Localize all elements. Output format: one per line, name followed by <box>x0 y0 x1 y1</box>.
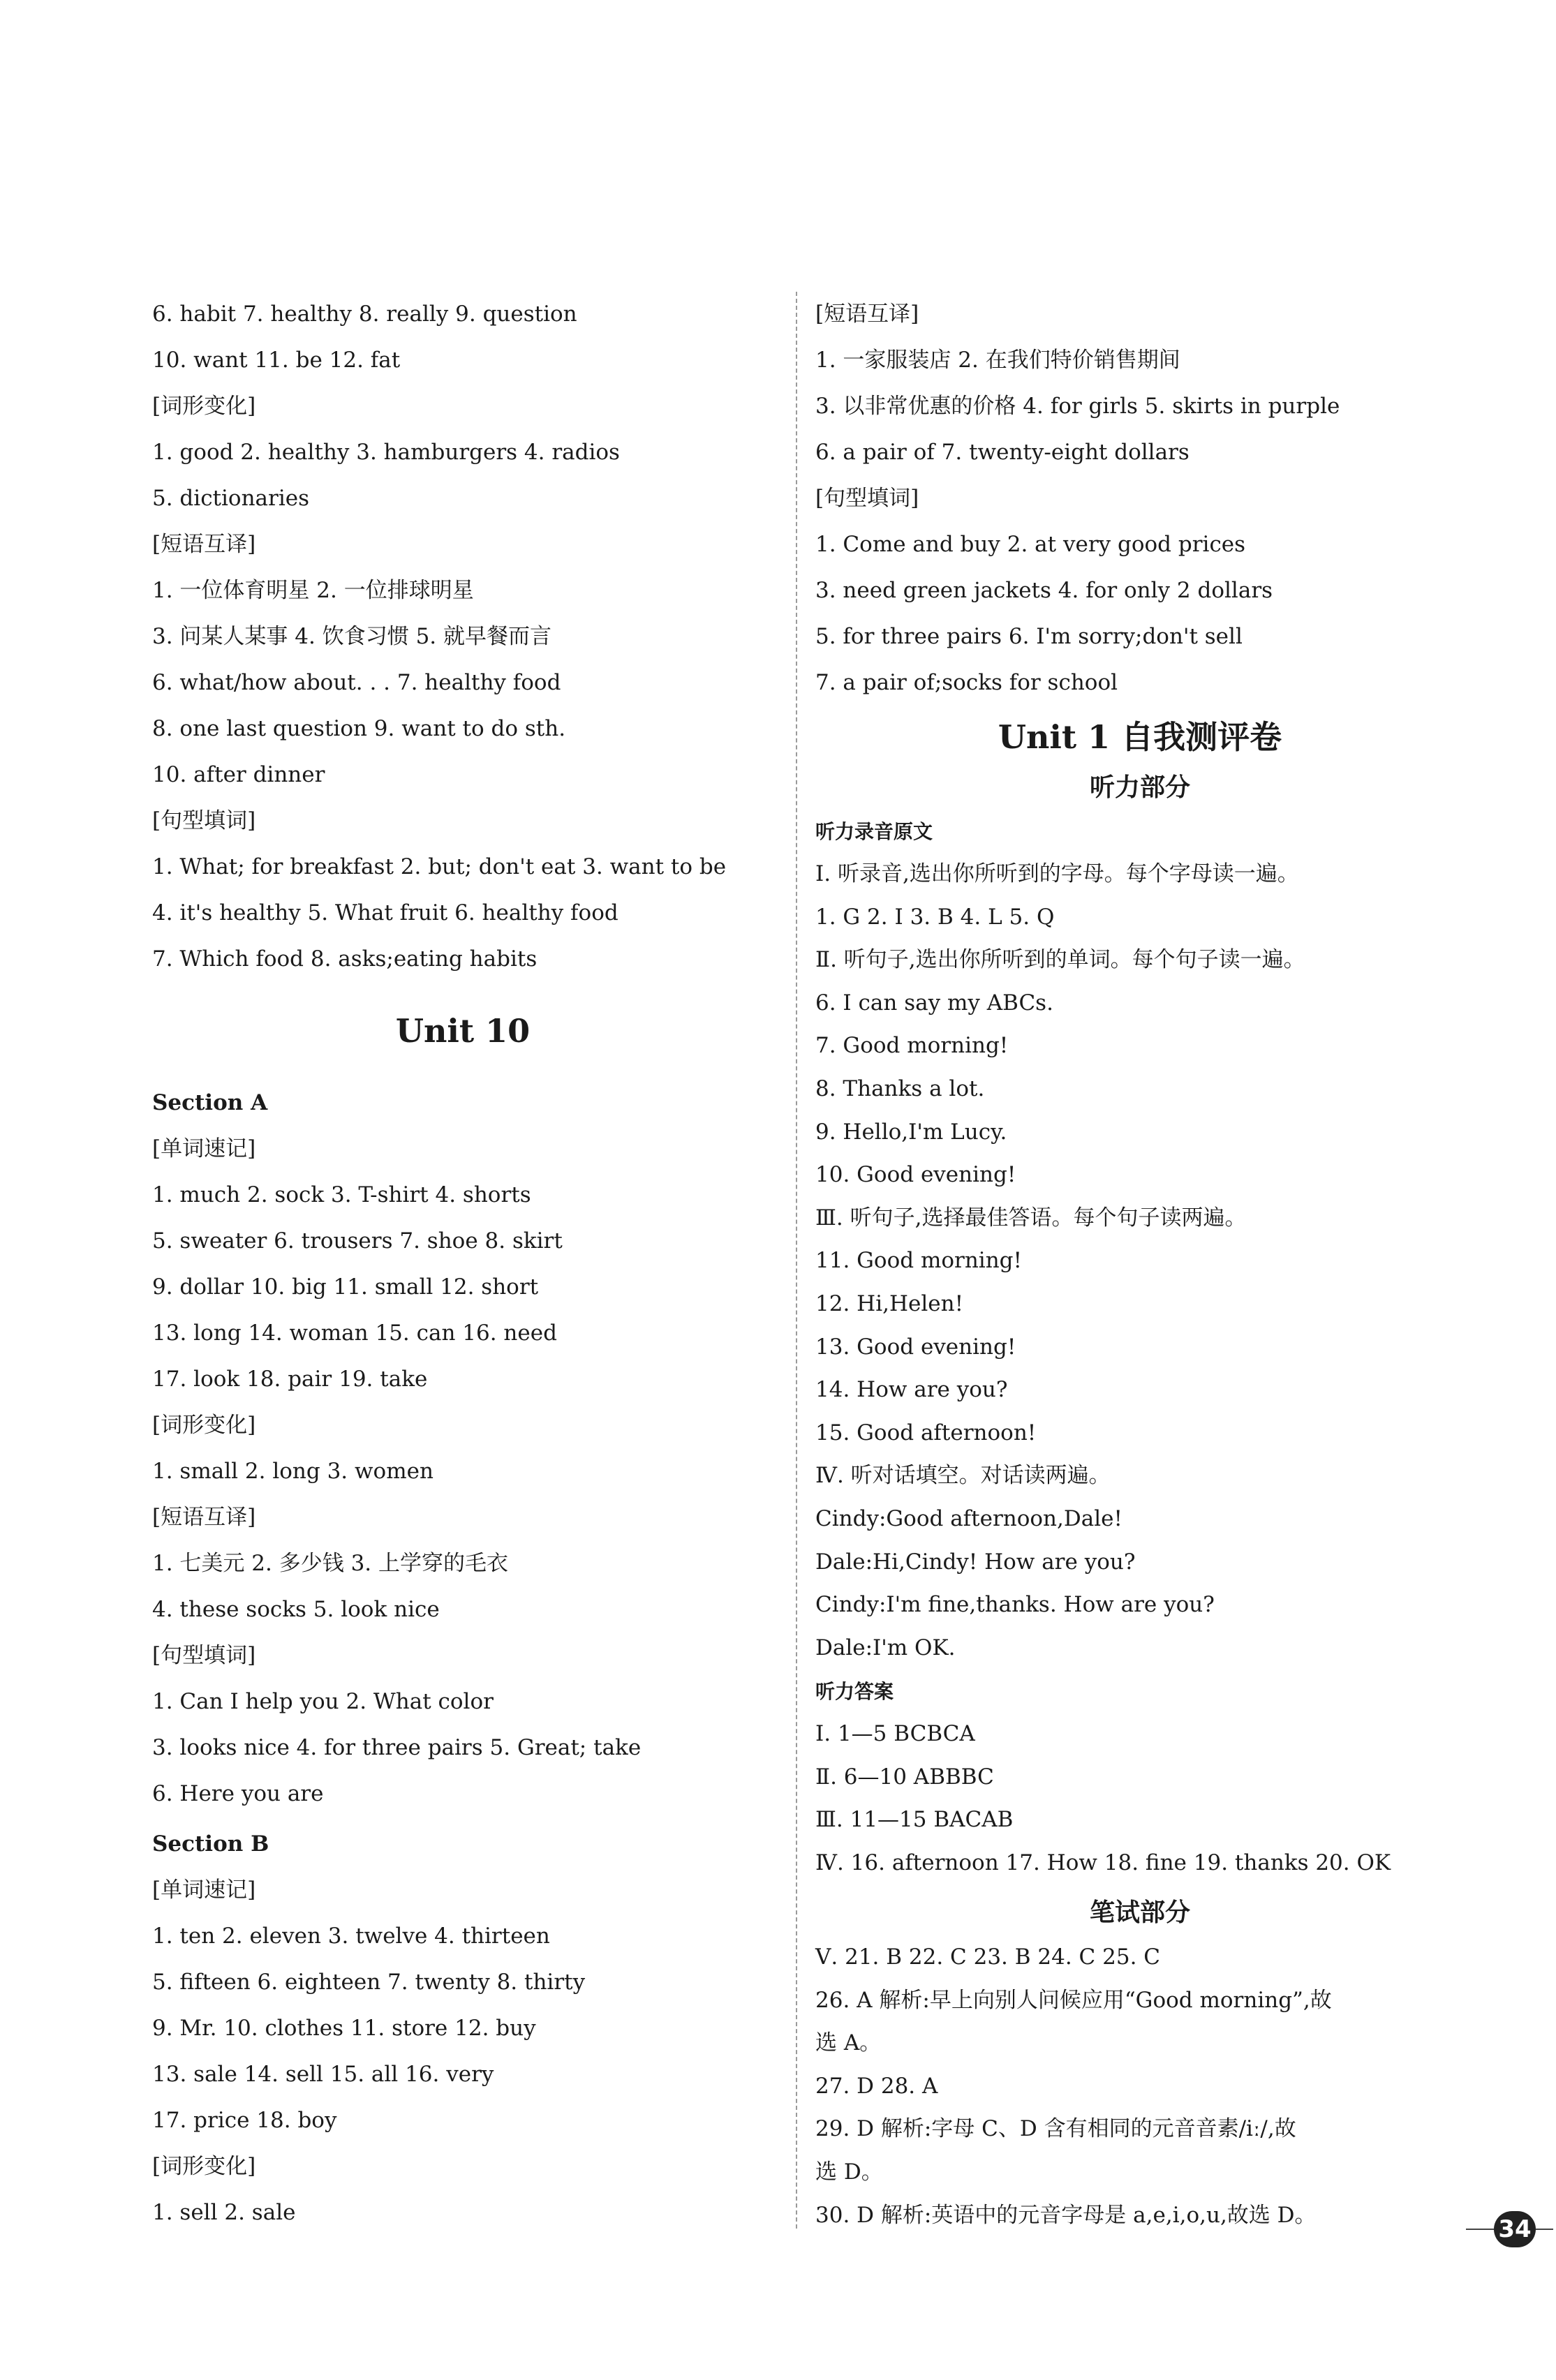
answer-line: 8. one last question 9. want to do sth. <box>152 716 566 741</box>
answer-line: 10. after dinner <box>152 762 325 787</box>
answer-line: 27. D 28. A <box>815 2073 938 2099</box>
answer-line: 1. Come and buy 2. at very good prices <box>815 532 1246 557</box>
answer-line: 7. Which food 8. asks;eating habits <box>152 946 538 972</box>
transcript-line: 6. I can say my ABCs. <box>815 990 1053 1016</box>
answer-line: 3. 问某人某事 4. 饮食习惯 5. 就早餐而言 <box>152 624 551 649</box>
answer-line: 6. Here you are <box>152 1781 324 1806</box>
page-number: 34 <box>1494 2211 1536 2247</box>
answer-line: Ⅳ. 16. afternoon 17. How 18. fine 19. thanks 20. OK <box>815 1850 1391 1875</box>
answer-line: 1. What; for breakfast 2. but; don't eat 3. want to be <box>152 854 727 879</box>
transcript-line: Dale:I'm OK. <box>815 1635 956 1660</box>
transcript-line: 10. Good evening! <box>815 1162 1016 1188</box>
answer-line: 26. A 解析:早上向别人问候应用“Good morning”,故 <box>815 1987 1332 2013</box>
subsection-label: 听力录音原文 <box>815 820 933 843</box>
answer-line: 13. long 14. woman 15. can 16. need <box>152 1321 557 1346</box>
answer-line: 7. a pair of;socks for school <box>815 670 1118 695</box>
section-heading: Section A <box>152 1090 268 1115</box>
answer-line: 5. fifteen 6. eighteen 7. twenty 8. thirty <box>152 1970 586 1995</box>
answer-line: Ⅴ. 21. B 22. C 23. B 24. C 25. C <box>815 1944 1161 1970</box>
answer-line: 3. looks nice 4. for three pairs 5. Great; take <box>152 1735 642 1760</box>
answer-line: 1. Can I help you 2. What color <box>152 1689 494 1714</box>
answer-line: 5. for three pairs 6. I'm sorry;don't sell <box>815 624 1243 649</box>
answer-line: 选 D。 <box>815 2159 883 2185</box>
answer-line: 1. sell 2. sale <box>152 2200 296 2225</box>
answer-line: [句型填词] <box>152 808 256 833</box>
answer-line: 1. 一家服装店 2. 在我们特价销售期间 <box>815 348 1180 373</box>
transcript-line: 8. Thanks a lot. <box>815 1076 985 1101</box>
answer-line: 6. what/how about. . . 7. healthy food <box>152 670 561 695</box>
page-rule-right <box>1536 2229 1553 2230</box>
answer-line: [短语互译] <box>152 1505 256 1530</box>
answer-line: Ⅲ. 11—15 BACAB <box>815 1807 1014 1833</box>
answer-line: 9. dollar 10. big 11. small 12. short <box>152 1274 539 1300</box>
transcript-line: Cindy:Good afternoon,Dale! <box>815 1506 1122 1531</box>
answer-line: 1. 一位体育明星 2. 一位排球明星 <box>152 578 474 603</box>
answer-line: [词形变化] <box>152 394 256 419</box>
answer-line: 5. sweater 6. trousers 7. shoe 8. skirt <box>152 1228 563 1254</box>
transcript-line: Ⅳ. 听对话填空。对话读两遍。 <box>815 1463 1111 1489</box>
answer-line: 6. a pair of 7. twenty-eight dollars <box>815 440 1190 465</box>
transcript-line: 7. Good morning! <box>815 1033 1009 1059</box>
answer-line: 17. price 18. boy <box>152 2108 337 2133</box>
part-heading: 听力部分 <box>1089 773 1190 802</box>
unit-title: Unit 10 <box>395 1012 531 1050</box>
transcript-line: 9. Hello,I'm Lucy. <box>815 1119 1007 1145</box>
section-heading: Section B <box>152 1831 269 1857</box>
answer-line: 13. sale 14. sell 15. all 16. very <box>152 2062 494 2087</box>
answer-line: [单词速记] <box>152 1877 256 1903</box>
transcript-line: 14. How are you? <box>815 1377 1008 1403</box>
answer-line: 6. habit 7. healthy 8. really 9. question <box>152 302 577 327</box>
answer-line: 1. small 2. long 3. women <box>152 1459 434 1484</box>
part-heading: 笔试部分 <box>1089 1898 1190 1927</box>
answer-line: 1. 七美元 2. 多少钱 3. 上学穿的毛衣 <box>152 1551 509 1576</box>
answer-line: 9. Mr. 10. clothes 11. store 12. buy <box>152 2016 536 2041</box>
answer-line: 4. these socks 5. look nice <box>152 1597 440 1622</box>
answer-line: 1. much 2. sock 3. T-shirt 4. shorts <box>152 1182 531 1207</box>
transcript-line: Ⅲ. 听句子,选择最佳答语。每个句子读两遍。 <box>815 1205 1247 1230</box>
transcript-line: 12. Hi,Helen! <box>815 1291 964 1316</box>
subsection-label: 听力答案 <box>815 1680 894 1703</box>
transcript-line: 13. Good evening! <box>815 1334 1016 1360</box>
transcript-line: Ⅰ. 听录音,选出你所听到的字母。每个字母读一遍。 <box>815 861 1299 886</box>
answer-line: 30. D 解析:英语中的元音字母是 a,e,i,o,u,故选 D。 <box>815 2202 1317 2228</box>
answer-line: [单词速记] <box>152 1136 256 1161</box>
answer-line: 1. ten 2. eleven 3. twelve 4. thirteen <box>152 1924 550 1949</box>
answer-line: [句型填词] <box>815 486 919 511</box>
answer-line: 29. D 解析:字母 C、D 含有相同的元音音素/iː/,故 <box>815 2116 1296 2142</box>
test-title: Unit 1 自我测评卷 <box>998 718 1282 756</box>
answer-line: [短语互译] <box>152 532 256 557</box>
answer-line: 17. look 18. pair 19. take <box>152 1367 428 1392</box>
answer-line: Ⅰ. 1—5 BCBCA <box>815 1721 975 1746</box>
answer-line: [词形变化] <box>152 2154 256 2179</box>
transcript-line: Cindy:I'm fine,thanks. How are you? <box>815 1592 1215 1618</box>
answer-line: 10. want 11. be 12. fat <box>152 348 401 373</box>
answer-line: 3. need green jackets 4. for only 2 dollars <box>815 578 1273 603</box>
answer-line: [词形变化] <box>152 1413 256 1438</box>
transcript-line: Ⅱ. 听句子,选出你所听到的单词。每个句子读一遍。 <box>815 947 1305 973</box>
transcript-line: Dale:Hi,Cindy! How are you? <box>815 1549 1136 1575</box>
page-rule-left <box>1466 2229 1494 2230</box>
answer-line: 3. 以非常优惠的价格 4. for girls 5. skirts in purple <box>815 394 1340 419</box>
transcript-line: 11. Good morning! <box>815 1248 1022 1274</box>
transcript-line: 15. Good afternoon! <box>815 1420 1037 1445</box>
answer-line: Ⅱ. 6—10 ABBBC <box>815 1764 994 1790</box>
transcript-line: 1. G 2. I 3. B 4. L 5. Q <box>815 904 1055 930</box>
answer-line: 4. it's healthy 5. What fruit 6. healthy food <box>152 900 618 925</box>
answer-line: [短语互译] <box>815 302 919 327</box>
answer-line: 1. good 2. healthy 3. hamburgers 4. radios <box>152 440 620 465</box>
answer-line: 5. dictionaries <box>152 486 310 511</box>
column-divider <box>796 292 797 2229</box>
answer-line: 选 A。 <box>815 2030 882 2056</box>
answer-line: [句型填词] <box>152 1643 256 1668</box>
